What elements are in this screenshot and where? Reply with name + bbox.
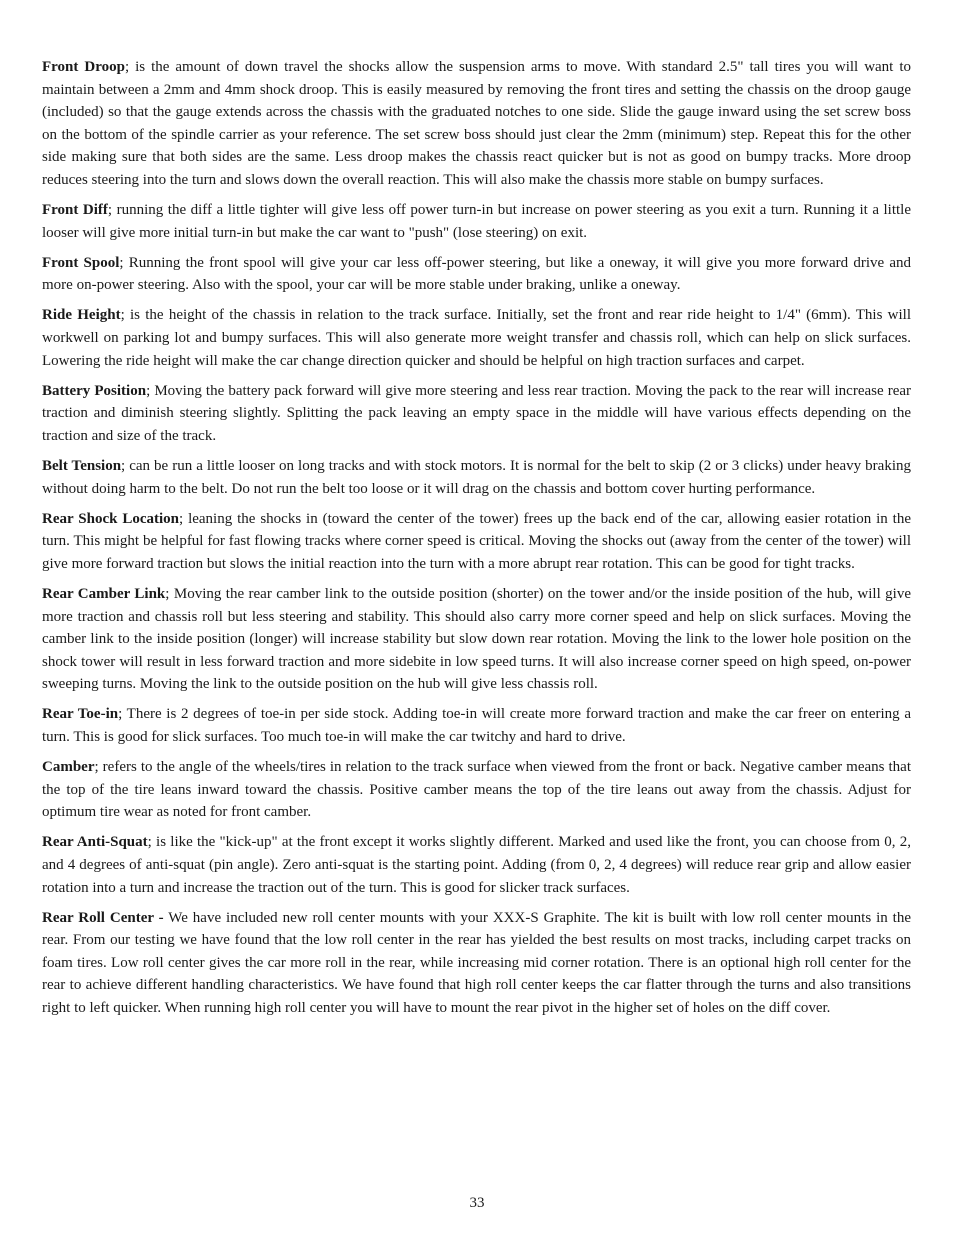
paragraph-rear-camber-link: [42, 583, 911, 696]
term-ride-height: Ride Height: [42, 307, 121, 324]
text-rear-toe-in: ; There is 2 degrees of toe-in per side stock. Adding toe-in will create more forward traction and make the car freer on entering a turn. This is good for slick surfaces. Too much toe-in will make the car twitchy and hard to drive.: [42, 706, 911, 746]
term-camber: Camber: [42, 759, 95, 776]
term-rear-toe-in: Rear Toe-in: [42, 706, 119, 723]
text-camber: ; refers to the angle of the wheels/tires in relation to the track surface when viewed from the front or back. Negative camber means that the top of the tire leans inward toward the chassis. Positive camber means the top of the tire leans out away from the chassis. Adjust for optimum tire wear as noted for front camber.: [42, 759, 911, 821]
paragraph-rear-roll-center: [42, 907, 911, 1020]
term-front-diff: Front Diff: [42, 202, 108, 219]
text-front-spool: ; Running the front spool will give your car less off-power steering, but like a oneway, it will give you more forward drive and more on-power steering. Also with the spool, your car will be more stable under braking, unlike a oneway.: [42, 254, 911, 294]
term-rear-roll-center: Rear Roll Center -: [42, 909, 164, 926]
text-rear-anti-squat: ; is like the "kick-up" at the front except it works slightly different. Marked and used like the front, you can choose from 0, 2, and 4 degrees of anti-squat (pin angle). Zero anti-squat is the starting point. Adding (from 0, 2, 4 degrees) will reduce rear grip and allow easier rotation into a turn and increase the traction out of the turn. This is good for slicker track surfaces.: [42, 834, 912, 896]
text-rear-roll-center: We have included new roll center mounts with your XXX-S Graphite. The kit is built with low roll center mounts in the rear. From our testing we have found that the low roll center in the rear has yielded the best results on most tracks, including carpet tracks on foam tires. Low roll center gives the car more roll in the rear, while increasing mid corner rotation. There is an optional high roll center for the rear to achieve different handling characteristics. We have found that high roll center keeps the car flatter through the turns and also transitions right to left quicker. When running high roll center you will have to mount the rear pivot in the higher set of holes on the diff cover.: [42, 909, 911, 1017]
text-belt-tension: ; can be run a little looser on long tracks and with stock motors. It is normal for the belt to skip (2 or 3 clicks) under heavy braking without doing harm to the belt. Do not run the belt too loose or it will drag on the chassis and bottom cover hurting performance.: [42, 458, 912, 497]
term-front-droop: Front Droop: [42, 59, 125, 75]
term-front-spool: Front Spool: [42, 254, 120, 271]
text-front-diff: ; running the diff a little tighter will give less off power turn-in but increase on power steering as you exit a turn. Running it a little looser will give more initial turn-in but make the car want to "push" (lose steering) on exit.: [42, 202, 911, 241]
paragraph-front-spool: [42, 252, 911, 297]
paragraph-front-droop: [42, 56, 911, 192]
paragraph-camber: [42, 756, 911, 824]
term-belt-tension: Belt Tension: [42, 458, 122, 474]
paragraph-rear-toe-in: [42, 703, 911, 748]
text-rear-shock-location: ; leaning the shocks in (toward the center of the tower) frees up the back end of the car, allowing easier rotation in the turn. This might be helpful for fast flowing tracks where corner speed is critical. Moving the shocks out (away from the center of the tower) will give more forward traction but slows the initial reaction into the turn with a more abrupt rear rotation. This can be good for tight tracks.: [42, 510, 911, 572]
term-rear-shock-location: Rear Shock Location: [42, 510, 180, 527]
term-rear-anti-squat: Rear Anti-Squat: [42, 834, 148, 851]
paragraph-rear-shock-location: [42, 508, 911, 576]
paragraph-rear-anti-squat: [42, 831, 911, 899]
paragraph-battery-position: [42, 380, 911, 448]
text-ride-height: ; is the height of the chassis in relation to the track surface. Initially, set the front and rear ride height to 1/4" (6mm). This will workwell on parking lot and bumpy surfaces. This will also generate more weight transfer and chassis roll, which can help on slick surfaces. Lowering the ride height will make the car change direction quicker and should be helpful on high traction surfaces and carpet.: [42, 307, 911, 369]
paragraph-front-diff: [42, 199, 911, 244]
text-rear-camber-link: ; Moving the rear camber link to the outside position (shorter) on the tower and/or the inside position of the hub, will give more traction and chassis roll but less steering and stability. This should also carry more corner speed and help on slick surfaces. Moving the camber link to the inside position (longer) will increase stability but slow down rear rotation. Moving the link to the lower hole position on the shock tower will result in less forward traction and more sidebite in low speed turns. It will also increase corner speed on high speed, on-power sweeping turns. Moving the link to the outside position on the hub will give less chassis roll.: [42, 585, 911, 693]
text-front-droop: ; is the amount of down travel the shocks allow the suspension arms to move. With standard 2.5" tall tires you will want to maintain between a 2mm and 4mm shock droop. This is easily measured by removing the front tires and setting the chassis on the droop gauge (included) so that the gauge extends across the chassis with the graduated notches to one side. Slide the gauge inward using the set screw boss on the bottom of the spindle carrier as your reference. The set screw boss should just clear the 2mm (minimum) step. Repeat this for the other side making sure that both sides are the same. Less droop makes the chassis react quicker but is not as good on bumpy tracks. More droop reduces steering into the turn and slows down the overall reaction. This will also make the chassis more stable on bumpy surfaces.: [42, 59, 911, 188]
term-battery-position: Battery Position: [42, 382, 147, 399]
term-rear-camber-link: Rear Camber Link: [42, 585, 166, 602]
text-battery-position: ; Moving the battery pack forward will give more steering and less rear traction. Moving the pack to the rear will increase rear traction and diminish steering slightly. Splitting the pack leaving an empty space in the middle will have various effects depending on the traction and size of the track.: [42, 382, 912, 444]
page-number: 33: [469, 1195, 485, 1211]
document-body: [42, 56, 911, 1027]
paragraph-ride-height: [42, 304, 911, 372]
paragraph-belt-tension: [42, 455, 911, 500]
